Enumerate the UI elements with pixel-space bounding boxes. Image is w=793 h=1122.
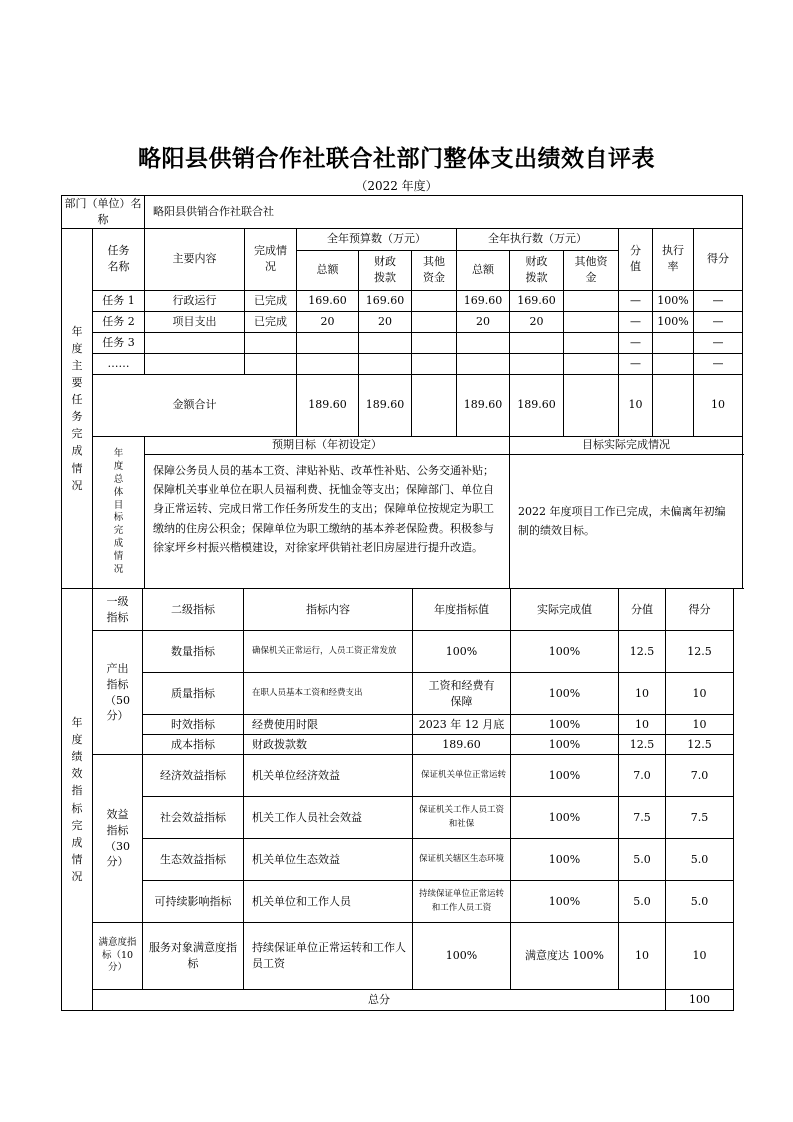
indicator-score: 5.0 xyxy=(666,839,734,881)
table-row xyxy=(62,631,734,673)
header-level2: 二级指标 xyxy=(143,589,244,631)
header-value: 分值 xyxy=(619,589,666,631)
exec-total xyxy=(457,332,510,353)
exec-rate xyxy=(653,353,694,374)
task-status xyxy=(245,353,297,374)
exec-rate xyxy=(653,332,694,353)
indicator-annual: 保证机关辖区生态环境 xyxy=(413,839,511,881)
score-value: — xyxy=(619,311,653,332)
score-value: — xyxy=(619,353,653,374)
indicator-annual: 100% xyxy=(413,923,511,990)
indicator-actual: 100% xyxy=(511,715,619,735)
indicator-actual: 100% xyxy=(511,755,619,797)
header-budget-other: 其他资金 xyxy=(412,250,457,290)
indicator-score: 12.5 xyxy=(666,631,734,673)
indicator-actual: 100% xyxy=(511,797,619,839)
task-status: 已完成 xyxy=(245,311,297,332)
exec-other xyxy=(564,332,619,353)
dept-label: 部门（单位）名称 xyxy=(62,196,145,229)
indicator-annual: 保证机关单位正常运转 xyxy=(413,755,511,797)
header-annual: 年度指标值 xyxy=(413,589,511,631)
header-content: 指标内容 xyxy=(244,589,413,631)
exec-other xyxy=(564,353,619,374)
task-content xyxy=(145,332,245,353)
indicator-actual: 100% xyxy=(511,839,619,881)
task-content: 行政运行 xyxy=(145,290,245,311)
task-status: 已完成 xyxy=(245,290,297,311)
task-name: 任务 3 xyxy=(93,332,145,353)
table-row xyxy=(62,735,734,755)
sum-exec-rate xyxy=(653,374,694,436)
header-budget: 全年预算数（万元） xyxy=(297,228,457,250)
indicator-annual: 189.60 xyxy=(413,735,511,755)
indicator-name: 生态效益指标 xyxy=(143,839,244,881)
indicator-value: 5.0 xyxy=(619,881,666,923)
indicator-value: 7.0 xyxy=(619,755,666,797)
budget-fiscal xyxy=(359,332,412,353)
exec-fiscal: 20 xyxy=(510,311,564,332)
indicator-name: 服务对象满意度指标 xyxy=(143,923,244,990)
indicator-name: 数量指标 xyxy=(143,631,244,673)
total-label: 总分 xyxy=(93,990,666,1011)
indicator-content: 财政拨款数 xyxy=(244,735,413,755)
expected-header: 预期目标（年初设定） xyxy=(145,436,510,454)
header-completion: 完成情况 xyxy=(245,228,297,290)
indicator-content: 机关单位生态效益 xyxy=(244,839,413,881)
sum-exec-fiscal: 189.60 xyxy=(510,374,564,436)
header-actual: 实际完成值 xyxy=(511,589,619,631)
indicator-annual: 持续保证单位正常运转和工作人员工资 xyxy=(413,881,511,923)
budget-total xyxy=(297,332,359,353)
indicator-annual: 100% xyxy=(413,631,511,673)
indicator-value: 12.5 xyxy=(619,631,666,673)
budget-fiscal: 20 xyxy=(359,311,412,332)
indicator-score: 10 xyxy=(666,715,734,735)
benefit-label: 效益指标（30分） xyxy=(93,755,143,923)
indicator-table xyxy=(61,588,734,1011)
indicator-value: 7.5 xyxy=(619,797,666,839)
score-value: — xyxy=(619,332,653,353)
score-value: — xyxy=(619,290,653,311)
indicator-score: 12.5 xyxy=(666,735,734,755)
indicator-value: 10 xyxy=(619,715,666,735)
indicator-value: 12.5 xyxy=(619,735,666,755)
dept-value: 略阳县供销合作社联合社 xyxy=(145,196,743,229)
sum-exec-other xyxy=(564,374,619,436)
output-label: 产出指标（50分） xyxy=(93,631,143,755)
table-row xyxy=(62,290,743,311)
indicator-content: 经费使用时限 xyxy=(244,715,413,735)
sum-label: 金额合计 xyxy=(93,374,297,436)
satisfaction-label: 满意度指标（10分） xyxy=(93,923,143,990)
header-score: 得分 xyxy=(666,589,734,631)
sum-budget-total: 189.60 xyxy=(297,374,359,436)
task-table xyxy=(61,195,743,589)
exec-total: 20 xyxy=(457,311,510,332)
header-score-value: 分值 xyxy=(619,228,653,290)
sum-score-value: 10 xyxy=(619,374,653,436)
indicator-annual: 2023 年 12 月底 xyxy=(413,715,511,735)
table-row xyxy=(62,715,734,735)
task-name: 任务 1 xyxy=(93,290,145,311)
sum-row xyxy=(62,374,743,436)
header-execution: 全年执行数（万元） xyxy=(457,228,619,250)
exec-other xyxy=(564,311,619,332)
tasks-side-label: 年度主要任务完成情况 xyxy=(62,228,93,588)
indicator-actual: 满意度达 100% xyxy=(511,923,619,990)
table-row xyxy=(62,311,743,332)
budget-fiscal xyxy=(359,353,412,374)
actual-header: 目标实际完成情况 xyxy=(510,436,743,454)
indicator-name: 成本指标 xyxy=(143,735,244,755)
total-value: 100 xyxy=(666,990,734,1011)
budget-other xyxy=(412,311,457,332)
actual-text: 2022 年度项目工作已完成，未偏离年初编制的绩效目标。 xyxy=(510,454,743,588)
indicator-annual: 工资和经费有保障 xyxy=(413,673,511,715)
budget-other xyxy=(412,332,457,353)
exec-other xyxy=(564,290,619,311)
table-row xyxy=(62,673,734,715)
task-name: …… xyxy=(93,353,145,374)
table-row xyxy=(62,923,734,990)
indicator-actual: 100% xyxy=(511,673,619,715)
score: — xyxy=(694,290,743,311)
indicator-content: 机关单位和工作人员 xyxy=(244,881,413,923)
indicator-name: 质量指标 xyxy=(143,673,244,715)
exec-total xyxy=(457,353,510,374)
score: — xyxy=(694,332,743,353)
table-row xyxy=(62,797,734,839)
indicator-name: 经济效益指标 xyxy=(143,755,244,797)
budget-other xyxy=(412,353,457,374)
task-status xyxy=(245,332,297,353)
indicator-actual: 100% xyxy=(511,881,619,923)
indicator-content: 确保机关正常运行，人员工资正常发放 xyxy=(244,631,413,673)
task-content xyxy=(145,353,245,374)
header-score: 得分 xyxy=(694,228,743,290)
indicator-content: 持续保证单位正常运转和工作人员工资 xyxy=(244,923,413,990)
indicator-name: 可持续影响指标 xyxy=(143,881,244,923)
header-level1: 一级指标 xyxy=(93,589,143,631)
budget-total xyxy=(297,353,359,374)
table-row xyxy=(62,353,743,374)
indicator-actual: 100% xyxy=(511,735,619,755)
table-row xyxy=(62,881,734,923)
sum-score: 10 xyxy=(694,374,743,436)
indicator-score: 7.5 xyxy=(666,797,734,839)
indicator-score: 10 xyxy=(666,673,734,715)
exec-fiscal: 169.60 xyxy=(510,290,564,311)
total-row xyxy=(62,990,734,1011)
expected-text: 保障公务员人员的基本工资、津贴补贴、改革性补贴、公务交通补贴；保障机关事业单位在职人员福利费、抚恤金等支出；保障部门、单位自身正常运转、完成日常工作任务所发生的支出；保障单位按规定为职工缴纳的住房公积金；保障单位为职工缴纳的基本养老保险费。积极参与徐家坪乡村振兴楷模建设，对徐家坪供销社老旧房屋进行提升改造。 xyxy=(145,454,510,588)
indicator-content: 在职人员基本工资和经费支出 xyxy=(244,673,413,715)
budget-total: 20 xyxy=(297,311,359,332)
budget-other xyxy=(412,290,457,311)
exec-rate: 100% xyxy=(653,311,694,332)
indicator-name: 社会效益指标 xyxy=(143,797,244,839)
exec-total: 169.60 xyxy=(457,290,510,311)
goals-side-label: 年度总体目标完成情况 xyxy=(93,436,145,588)
task-content: 项目支出 xyxy=(145,311,245,332)
indicator-value: 5.0 xyxy=(619,839,666,881)
header-exec-fiscal: 财政拨款 xyxy=(510,250,564,290)
sum-budget-fiscal: 189.60 xyxy=(359,374,412,436)
score: — xyxy=(694,353,743,374)
indicator-annual: 保证机关工作人员工资和社保 xyxy=(413,797,511,839)
indicator-value: 10 xyxy=(619,923,666,990)
exec-rate: 100% xyxy=(653,290,694,311)
indicator-score: 10 xyxy=(666,923,734,990)
indicator-content: 机关工作人员社会效益 xyxy=(244,797,413,839)
indicator-score: 7.0 xyxy=(666,755,734,797)
header-exec-other: 其他资金 xyxy=(564,250,619,290)
indicator-name: 时效指标 xyxy=(143,715,244,735)
table-row xyxy=(62,755,734,797)
indicator-value: 10 xyxy=(619,673,666,715)
header-task-name: 任务名称 xyxy=(93,228,145,290)
score: — xyxy=(694,311,743,332)
exec-fiscal xyxy=(510,332,564,353)
sum-budget-other xyxy=(412,374,457,436)
budget-fiscal: 169.60 xyxy=(359,290,412,311)
header-budget-total: 总额 xyxy=(297,250,359,290)
budget-total: 169.60 xyxy=(297,290,359,311)
sum-exec-total: 189.60 xyxy=(457,374,510,436)
indicator-score: 5.0 xyxy=(666,881,734,923)
indicators-side-label: 年度绩效指标完成情况 xyxy=(62,589,93,1011)
task-name: 任务 2 xyxy=(93,311,145,332)
header-exec-rate: 执行率 xyxy=(653,228,694,290)
header-main-content: 主要内容 xyxy=(145,228,245,290)
table-row xyxy=(62,332,743,353)
header-exec-total: 总额 xyxy=(457,250,510,290)
header-budget-fiscal: 财政拨款 xyxy=(359,250,412,290)
indicator-actual: 100% xyxy=(511,631,619,673)
indicator-content: 机关单位经济效益 xyxy=(244,755,413,797)
exec-fiscal xyxy=(510,353,564,374)
year-label: （2022 年度） xyxy=(355,179,438,193)
table-row xyxy=(62,839,734,881)
page-title: 略阳县供销合作社联合社部门整体支出绩效自评表 xyxy=(138,146,655,172)
